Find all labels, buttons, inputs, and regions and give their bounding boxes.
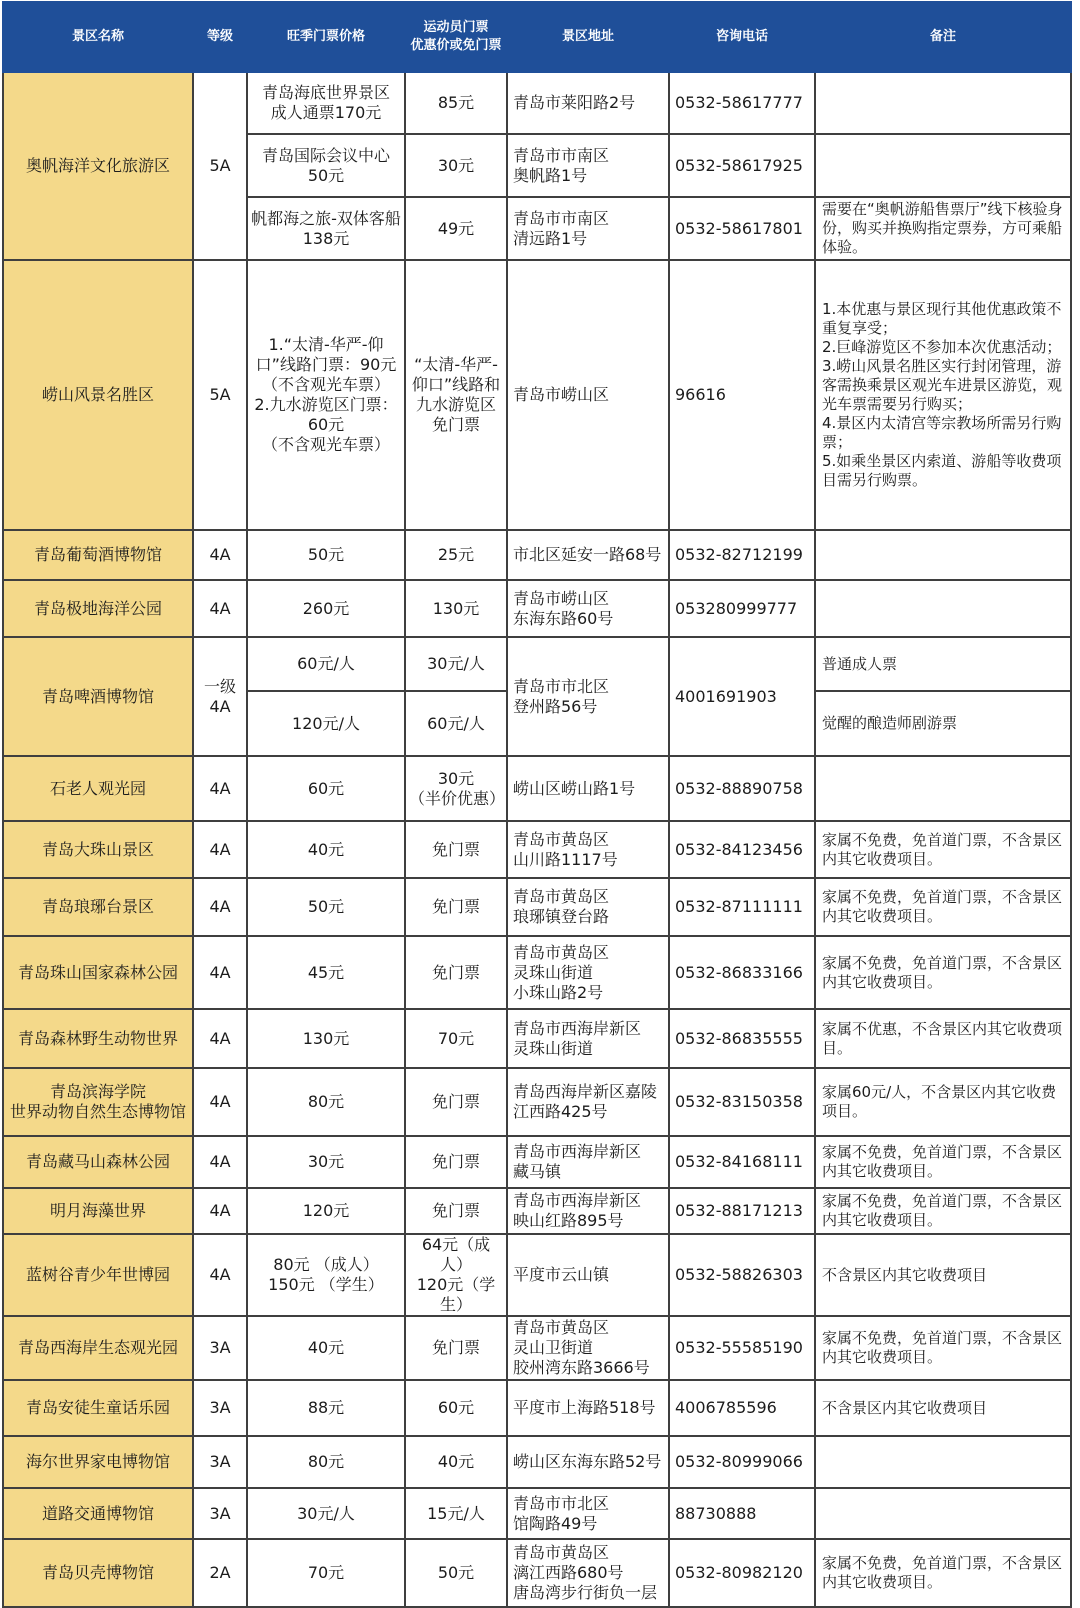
spot-note: [815, 134, 1071, 197]
header-phone: 咨询电话: [669, 2, 815, 72]
spot-name: 青岛葡萄酒博物馆: [3, 530, 193, 580]
spot-address: 青岛市西海岸新区 灵珠山街道: [507, 1009, 669, 1068]
table-row: [3, 756, 1071, 821]
spot-note: 觉醒的酿造师剧游票: [815, 691, 1071, 756]
spot-address: 青岛市黄岛区 灵珠山街道 小珠山路2号: [507, 936, 669, 1009]
spot-address: 青岛市西海岸新区 映山红路895号: [507, 1188, 669, 1234]
spot-note: 家属不免费，免首道门票，不含景区内其它收费项目。: [815, 878, 1071, 936]
table-row: [3, 1068, 1071, 1136]
spot-grade: 4A: [193, 756, 247, 821]
spot-phone: 0532-55585190: [669, 1316, 815, 1380]
spot-athlete-price: 85元: [405, 72, 507, 134]
spot-address: 青岛市西海岸新区 藏马镇: [507, 1136, 669, 1188]
spot-grade: 4A: [193, 1136, 247, 1188]
spot-athlete-price: 免门票: [405, 1316, 507, 1380]
spot-grade: 5A: [193, 260, 247, 530]
header-name: 景区名称: [3, 2, 193, 72]
spot-address: 青岛市黄岛区 灵山卫街道 胶州湾东路3666号: [507, 1316, 669, 1380]
table-row: [3, 260, 1071, 530]
spot-name: 青岛森林野生动物世界: [3, 1009, 193, 1068]
header-price: 旺季门票价格: [247, 2, 405, 72]
spot-address: 青岛市黄岛区 琅琊镇登台路: [507, 878, 669, 936]
spot-address: 平度市云山镇: [507, 1234, 669, 1316]
table-row: [3, 1234, 1071, 1316]
spot-address: 青岛市莱阳路2号: [507, 72, 669, 134]
spot-address: 青岛市市北区 登州路56号: [507, 637, 669, 756]
spot-athlete-price: 130元: [405, 580, 507, 637]
spot-athlete-price: 60元/人: [405, 691, 507, 756]
spot-note: 家属不优惠，不含景区内其它收费项目。: [815, 1009, 1071, 1068]
spot-price: 30元/人: [247, 1488, 405, 1539]
spot-grade: 4A: [193, 1188, 247, 1234]
spot-phone: 0532-82712199: [669, 530, 815, 580]
spot-phone: 0532-84168111: [669, 1136, 815, 1188]
spot-phone: 0532-83150358: [669, 1068, 815, 1136]
spot-phone: 0532-86833166: [669, 936, 815, 1009]
spot-name: 青岛珠山国家森林公园: [3, 936, 193, 1009]
spot-phone: 0532-87111111: [669, 878, 815, 936]
spot-address: 青岛西海岸新区嘉陵江西路425号: [507, 1068, 669, 1136]
spot-price: 80元: [247, 1436, 405, 1488]
spot-phone: 0532-58617925: [669, 134, 815, 197]
spot-athlete-price: 30元: [405, 134, 507, 197]
table-row: [3, 1436, 1071, 1488]
spot-price: 60元: [247, 756, 405, 821]
spot-athlete-price: 70元: [405, 1009, 507, 1068]
spot-price: 30元: [247, 1136, 405, 1188]
header-note: 备注: [815, 2, 1071, 72]
spot-athlete-price: 60元: [405, 1380, 507, 1436]
spot-price: 60元/人: [247, 637, 405, 691]
spot-note: [815, 1488, 1071, 1539]
table-row: [3, 1188, 1071, 1234]
spot-price: 50元: [247, 878, 405, 936]
spot-athlete-price: 15元/人: [405, 1488, 507, 1539]
table-row: [3, 1136, 1071, 1188]
table-row: [3, 637, 1071, 691]
table-row: [3, 821, 1071, 878]
header-athlete-ticket: 运动员门票 优惠价或免门票: [405, 2, 507, 72]
spot-note: 家属不免费，免首道门票，不含景区内其它收费项目。: [815, 936, 1071, 1009]
spot-price: 40元: [247, 1316, 405, 1380]
spot-address: 平度市上海路518号: [507, 1380, 669, 1436]
spot-name: 青岛滨海学院 世界动物自然生态博物馆: [3, 1068, 193, 1136]
spot-price: 80元: [247, 1068, 405, 1136]
spot-name: 崂山风景名胜区: [3, 260, 193, 530]
spot-athlete-price: 30元/人: [405, 637, 507, 691]
spot-name: 青岛琅琊台景区: [3, 878, 193, 936]
spot-grade: 3A: [193, 1316, 247, 1380]
spot-note: [815, 72, 1071, 134]
table-row: [3, 530, 1071, 580]
spot-athlete-price: 免门票: [405, 1068, 507, 1136]
spot-phone: 0532-58617801: [669, 197, 815, 260]
spot-phone: 0532-58617777: [669, 72, 815, 134]
spot-name: 青岛啤酒博物馆: [3, 637, 193, 756]
table-row: [3, 936, 1071, 1009]
spot-grade: 4A: [193, 530, 247, 580]
spot-athlete-price: 49元: [405, 197, 507, 260]
table-row: [3, 878, 1071, 936]
spot-price: 青岛国际会议中心 50元: [247, 134, 405, 197]
spot-grade: 2A: [193, 1539, 247, 1607]
spot-athlete-price: 免门票: [405, 878, 507, 936]
header-address: 景区地址: [507, 2, 669, 72]
table-row: [3, 1009, 1071, 1068]
spot-phone: 0532-88890758: [669, 756, 815, 821]
spot-price: 帆都海之旅-双体客船 138元: [247, 197, 405, 260]
spot-address: 崂山区崂山路1号: [507, 756, 669, 821]
spot-address: 市北区延安一路68号: [507, 530, 669, 580]
spot-note: [815, 530, 1071, 580]
spot-address: 青岛市崂山区 东海东路60号: [507, 580, 669, 637]
header-grade: 等级: [193, 2, 247, 72]
spot-athlete-price: 免门票: [405, 936, 507, 1009]
spot-grade: 3A: [193, 1380, 247, 1436]
table-row: [3, 1539, 1071, 1607]
spot-athlete-price: 免门票: [405, 1136, 507, 1188]
spot-name: 青岛藏马山森林公园: [3, 1136, 193, 1188]
spot-phone: 4001691903: [669, 637, 815, 756]
spot-address: 青岛市黄岛区 山川路1117号: [507, 821, 669, 878]
table-row: [3, 1488, 1071, 1539]
spot-phone: 0532-84123456: [669, 821, 815, 878]
spot-price: 1.“太清-华严-仰口”线路门票：90元 （不含观光车票） 2.九水游览区门票：60元 （不含观光车票）: [247, 260, 405, 530]
spot-name: 道路交通博物馆: [3, 1488, 193, 1539]
spot-note: 家属不免费，免首道门票，不含景区内其它收费项目。: [815, 1136, 1071, 1188]
spot-grade: 一级 4A: [193, 637, 247, 756]
spot-note: 不含景区内其它收费项目: [815, 1234, 1071, 1316]
spot-name: 青岛极地海洋公园: [3, 580, 193, 637]
table-header-row: [3, 2, 1071, 72]
spot-address: 青岛市黄岛区 漓江西路680号 唐岛湾步行街负一层: [507, 1539, 669, 1607]
spot-note: 不含景区内其它收费项目: [815, 1380, 1071, 1436]
spot-address: 青岛市市南区 清远路1号: [507, 197, 669, 260]
spot-price: 260元: [247, 580, 405, 637]
spot-price: 45元: [247, 936, 405, 1009]
spot-name: 青岛贝壳博物馆: [3, 1539, 193, 1607]
table-row: [3, 1380, 1071, 1436]
spot-name: 青岛大珠山景区: [3, 821, 193, 878]
spot-note: 1.本优惠与景区现行其他优惠政策不重复享受； 2.巨峰游览区不参加本次优惠活动； 3.崂山风景名胜区实行封闭管理，游客需换乘景区观光车进景区游览，观光车票需要另行购买； 4.景区内太清宫等宗教场所需另行购票； 5.如乘坐景区内索道、游船等收费项目需另行购票。: [815, 260, 1071, 530]
spot-athlete-price: 30元 （半价优惠）: [405, 756, 507, 821]
spot-athlete-price: 40元: [405, 1436, 507, 1488]
spot-phone: 96616: [669, 260, 815, 530]
spot-address: 青岛市市北区 馆陶路49号: [507, 1488, 669, 1539]
spot-price: 青岛海底世界景区 成人通票170元: [247, 72, 405, 134]
spot-grade: 5A: [193, 72, 247, 260]
spot-name: 海尔世界家电博物馆: [3, 1436, 193, 1488]
table-row: [3, 72, 1071, 134]
spot-note: 家属不免费，免首道门票，不含景区内其它收费项目。: [815, 821, 1071, 878]
spot-name: 奥帆海洋文化旅游区: [3, 72, 193, 260]
spot-note: 家属不免费，免首道门票，不含景区内其它收费项目。: [815, 1539, 1071, 1607]
spot-phone: 0532-58826303: [669, 1234, 815, 1316]
spot-grade: 4A: [193, 1234, 247, 1316]
spot-note: 家属60元/人，不含景区内其它收费项目。: [815, 1068, 1071, 1136]
table-row: [3, 1316, 1071, 1380]
spot-note: 家属不免费，免首道门票，不含景区内其它收费项目。: [815, 1316, 1071, 1380]
spot-address: 崂山区东海东路52号: [507, 1436, 669, 1488]
spot-grade: 4A: [193, 821, 247, 878]
spot-phone: 053280999777: [669, 580, 815, 637]
spot-price: 120元: [247, 1188, 405, 1234]
spot-name: 明月海藻世界: [3, 1188, 193, 1234]
spot-grade: 4A: [193, 1009, 247, 1068]
spot-price: 130元: [247, 1009, 405, 1068]
spot-price: 120元/人: [247, 691, 405, 756]
spot-athlete-price: 50元: [405, 1539, 507, 1607]
spot-note: 家属不免费，免首道门票，不含景区内其它收费项目。: [815, 1188, 1071, 1234]
spot-price: 50元: [247, 530, 405, 580]
spot-phone: 0532-80982120: [669, 1539, 815, 1607]
spot-athlete-price: 64元（成人） 120元（学生）: [405, 1234, 507, 1316]
spot-note: [815, 1436, 1071, 1488]
scenic-spot-ticket-table: [2, 1, 1072, 1608]
spot-grade: 4A: [193, 936, 247, 1009]
spot-phone: 4006785596: [669, 1380, 815, 1436]
spot-note: [815, 580, 1071, 637]
spot-price: 88元: [247, 1380, 405, 1436]
spot-name: 石老人观光园: [3, 756, 193, 821]
spot-grade: 3A: [193, 1488, 247, 1539]
spot-phone: 0532-80999066: [669, 1436, 815, 1488]
spot-note: 需要在“奥帆游船售票厅”线下核验身份，购买并换购指定票券，方可乘船体验。: [815, 197, 1071, 260]
spot-name: 青岛安徒生童话乐园: [3, 1380, 193, 1436]
spot-note: [815, 756, 1071, 821]
spot-name: 青岛西海岸生态观光园: [3, 1316, 193, 1380]
spot-phone: 0532-88171213: [669, 1188, 815, 1234]
spot-price: 80元 （成人） 150元 （学生）: [247, 1234, 405, 1316]
spot-note: 普通成人票: [815, 637, 1071, 691]
spot-price: 70元: [247, 1539, 405, 1607]
spot-athlete-price: 25元: [405, 530, 507, 580]
spot-phone: 88730888: [669, 1488, 815, 1539]
spot-grade: 4A: [193, 580, 247, 637]
spot-grade: 4A: [193, 878, 247, 936]
spot-grade: 3A: [193, 1436, 247, 1488]
spot-grade: 4A: [193, 1068, 247, 1136]
spot-phone: 0532-86835555: [669, 1009, 815, 1068]
spot-address: 青岛市市南区 奥帆路1号: [507, 134, 669, 197]
spot-athlete-price: 免门票: [405, 821, 507, 878]
spot-price: 40元: [247, 821, 405, 878]
spot-athlete-price: 免门票: [405, 1188, 507, 1234]
table-row: [3, 580, 1071, 637]
spot-name: 蓝树谷青少年世博园: [3, 1234, 193, 1316]
spot-address: 青岛市崂山区: [507, 260, 669, 530]
spot-athlete-price: “太清-华严-仰口”线路和九水游览区免门票: [405, 260, 507, 530]
